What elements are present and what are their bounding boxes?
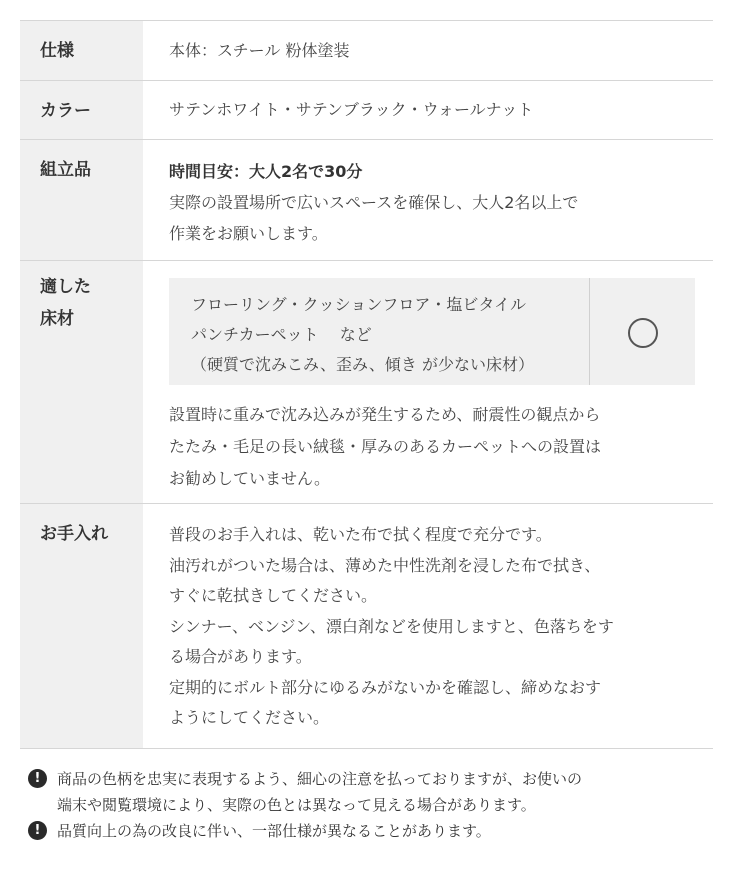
note-line: 商品の色柄を忠実に表現するよう、細心の注意を払っておりますが、お使いの — [57, 770, 583, 788]
row-label: カラー — [20, 81, 143, 139]
value-line: すぐに乾拭きしてください。 — [169, 586, 378, 605]
note-spec-change — [28, 818, 718, 844]
floor-compat-box — [169, 278, 695, 385]
row-value — [143, 140, 713, 260]
row-value — [143, 261, 713, 503]
row-label: お手入れ — [20, 504, 143, 748]
value-line: たたみ・毛足の長い絨毯・厚みのあるカーペットへの設置は — [169, 437, 602, 456]
row-value — [143, 81, 713, 139]
value-line: 設置時に重みで沈み込みが発生するため、耐震性の観点から — [169, 405, 601, 424]
value-line: 本体：スチール 粉体塗装 — [169, 41, 350, 60]
value-line: シンナー、ベンジン、漂白剤などを使用しますと、色落ちをす — [169, 616, 614, 636]
row-label-line: 適した — [40, 277, 91, 297]
row-label: 組立品 — [20, 140, 143, 260]
row-value — [143, 504, 713, 748]
value-line: お勧めしていません。 — [169, 469, 330, 488]
note-text — [57, 818, 718, 844]
spec-table — [20, 20, 713, 749]
floor-line: （硬質で沈みこみ、歪み、傾き が少ない床材） — [191, 355, 535, 374]
value-line: 油汚れがついた場合は、薄めた中性洗剤を浸した布で拭き、 — [169, 555, 601, 575]
spec-row-floor — [20, 261, 713, 504]
value-line: る場合があります。 — [169, 647, 312, 666]
floor-line: フローリング・クッションフロア・塩ビタイル — [191, 295, 527, 314]
notes — [28, 766, 718, 844]
spec-row-color — [20, 81, 713, 140]
value-line: ようにしてください。 — [169, 708, 330, 727]
row-label — [20, 261, 143, 503]
value-line: 定期的にボルト部分にゆるみがないかを確認し、締めなおす — [169, 677, 602, 697]
row-label-line: 床材 — [40, 309, 74, 329]
value-line: サテンホワイト・サテンブラック・ウォールナット — [169, 100, 534, 119]
value-line: 普段のお手入れは、乾いた布で拭く程度で充分です。 — [169, 525, 552, 544]
floor-line: パンチカーペット など — [191, 325, 372, 344]
alert-icon: ! — [28, 821, 47, 840]
note-text — [57, 766, 718, 818]
spec-row-care — [20, 504, 713, 749]
row-value — [143, 21, 713, 80]
assembly-time: 時間目安：大人2名で30分 — [169, 162, 363, 181]
floor-note — [169, 385, 713, 495]
row-label: 仕様 — [20, 21, 143, 80]
note-line: 品質向上の為の改良に伴い、一部仕様が異なることがあります。 — [57, 822, 491, 840]
note-color-disclaimer — [28, 766, 718, 818]
spec-row-specification — [20, 21, 713, 81]
circle-icon — [628, 318, 658, 348]
spec-row-assembly — [20, 140, 713, 261]
suitability-mark — [590, 278, 695, 385]
value-line: 作業をお願いします。 — [169, 224, 328, 243]
floor-types — [169, 278, 590, 385]
alert-icon: ! — [28, 769, 47, 788]
value-line: 実際の設置場所で広いスペースを確保し、大人2名以上で — [169, 193, 579, 212]
note-line: 端末や閲覧環境により、実際の色とは異なって見える場合があります。 — [57, 796, 536, 814]
